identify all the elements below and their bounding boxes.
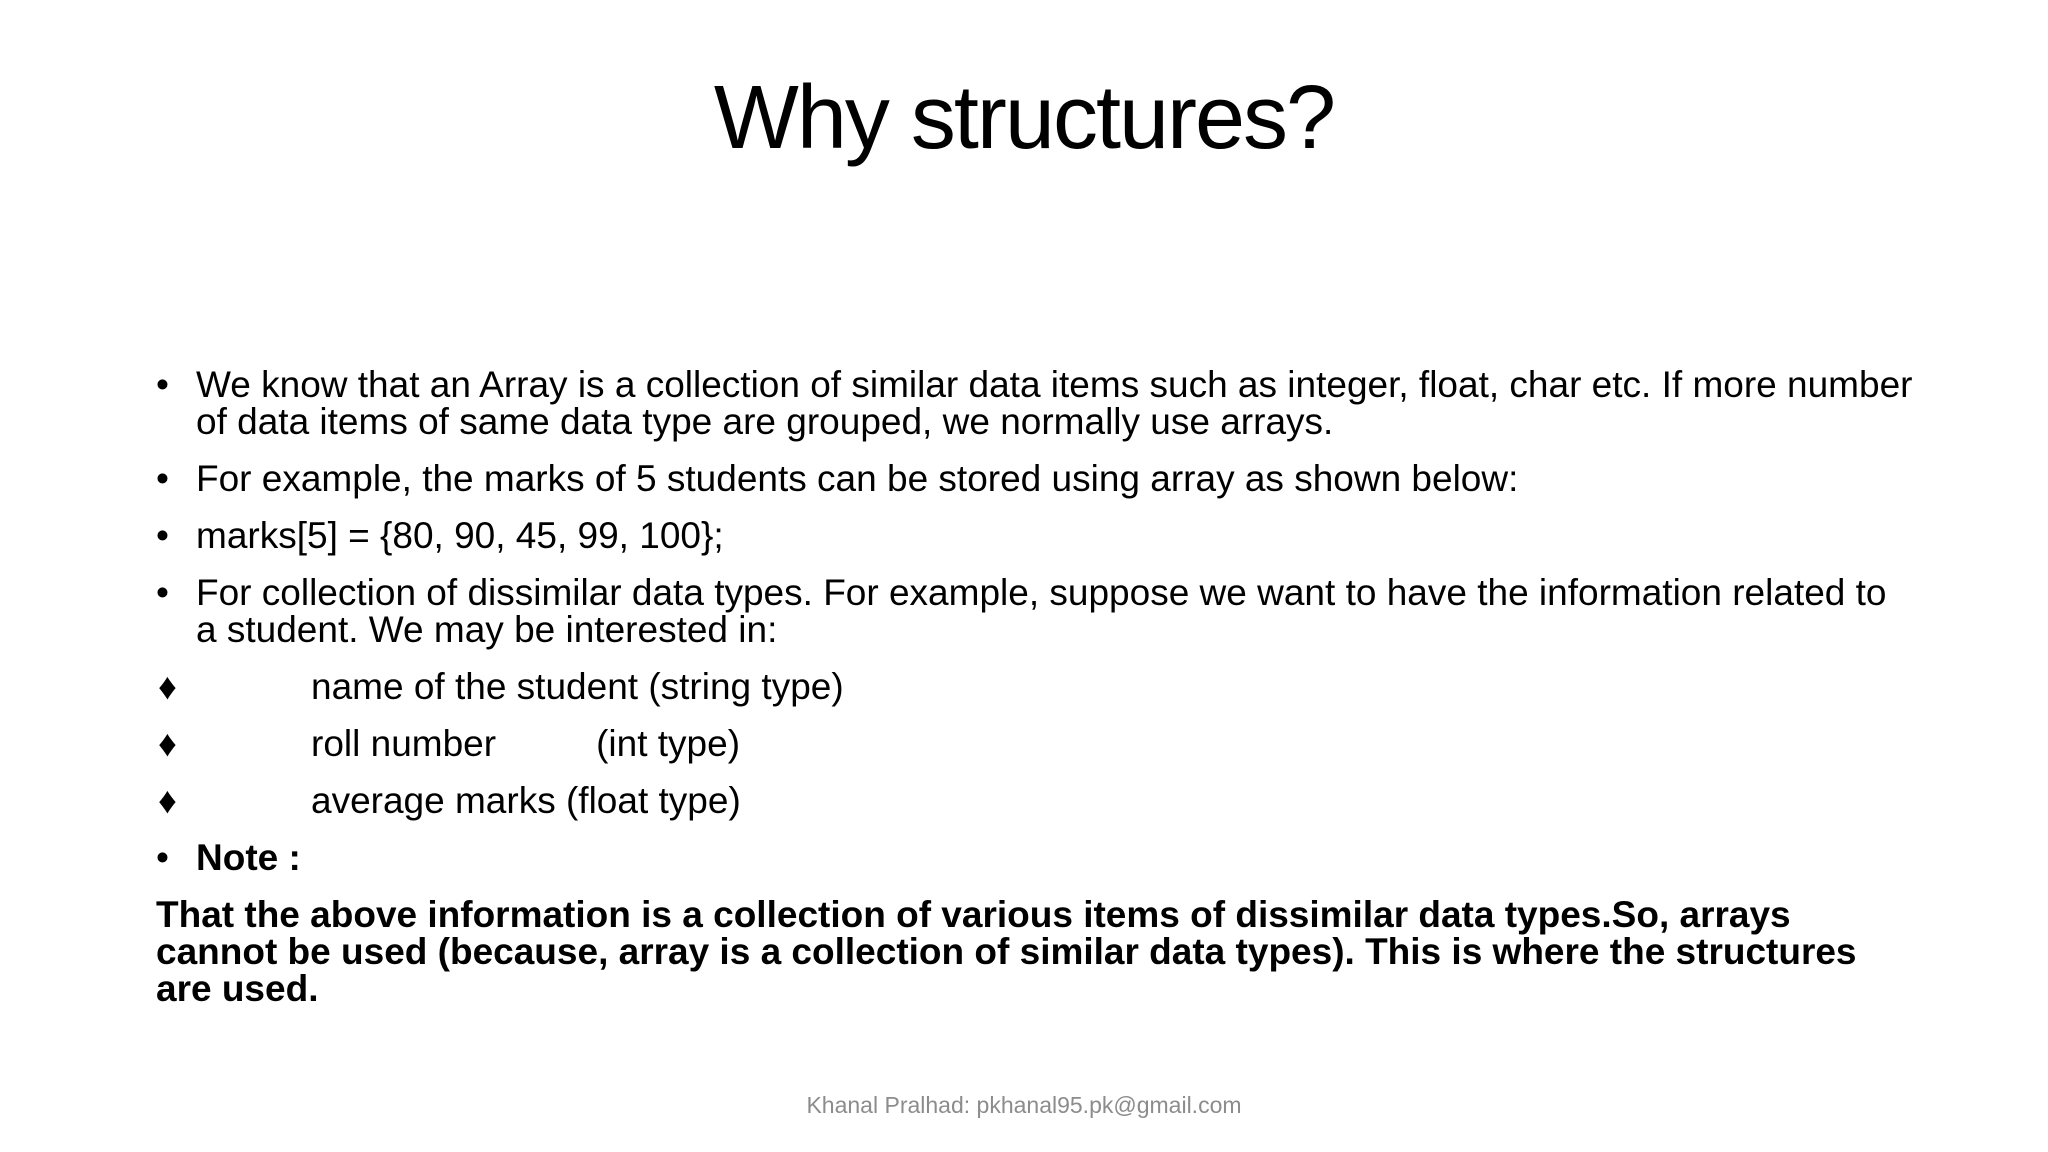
bullet-marker: • [156,572,169,613]
note-bullet [156,839,1916,876]
sub-item-text: average marks (float type) [311,780,741,821]
sub-item-text: name of the student (string type) [311,666,844,707]
bullet-marker: • [156,837,169,878]
sub-item [156,782,1916,819]
bullet-text: We know that an Array is a collection of similar data items such as integer, float, char etc. If more number of data items of same data type are grouped, we normally use arrays. [196,364,1913,442]
sub-item [156,725,1916,762]
sub-item-suffix: (int type) [596,723,741,764]
note-label: Note : [196,837,301,878]
bullet-item [156,574,1916,648]
bullet-marker: • [156,515,169,556]
diamond-icon: ♦ [158,780,177,821]
slide-body [156,366,1916,1007]
bullet-text: marks[5] = {80, 90, 45, 99, 100}; [196,515,724,556]
diamond-icon: ♦ [158,723,177,764]
bullet-item [156,517,1916,554]
bullet-item [156,366,1916,440]
slide-title: Why structures? [713,68,1335,168]
sub-item [156,668,1916,705]
sub-item-text: roll number [311,723,497,764]
note-text: That the above information is a collection of various items of dissimilar data types.So, arrays cannot be used (because, array is a collection of similar data types). This is where the structures are used. [156,894,1857,1009]
slide-footer: Khanal Pralhad: pkhanal95.pk@gmail.com [806,1092,1242,1118]
bullet-marker: • [156,364,169,405]
bullet-marker: • [156,458,169,499]
bullet-text: For collection of dissimilar data types. For example, suppose we want to have the information related to a student. We may be interested in: [196,572,1887,650]
diamond-icon: ♦ [158,666,177,707]
bullet-item [156,460,1916,497]
bullet-text: For example, the marks of 5 students can be stored using array as shown below: [196,458,1519,499]
